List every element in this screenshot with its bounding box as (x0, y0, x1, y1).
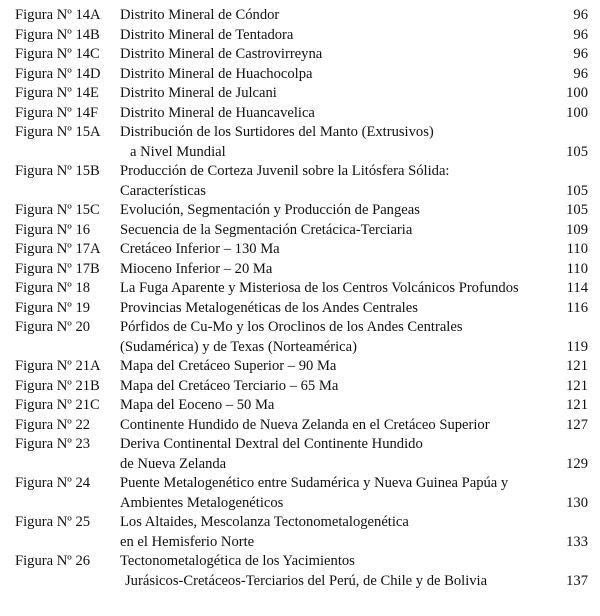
figure-title-continuation: en el Hemisferio Norte (120, 533, 255, 550)
figure-title-continuation: (Sudamérica) y de Texas (Norteamérica) (120, 338, 357, 355)
figure-title: Producción de Corteza Juvenil sobre la Litósfera Sólida: (120, 163, 450, 179)
figure-label: Figura Nº 23 (15, 436, 91, 452)
toc-entry (0, 84, 600, 104)
toc-entry (0, 162, 600, 201)
figure-label: Figura Nº 25 (15, 514, 91, 530)
figure-title: La Fuga Aparente y Misteriosa de los Centros Volcánicos Profundos (120, 280, 519, 296)
figure-title: Tectonometalogética de los Yacimientos (120, 553, 355, 569)
toc-entry (0, 123, 600, 162)
page-number: 96 (573, 65, 588, 82)
figure-label: Figura Nº 14A (15, 7, 101, 23)
toc-entry (0, 279, 600, 299)
figure-label: Figura Nº 19 (15, 299, 91, 316)
page-number: 114 (566, 280, 588, 296)
page-number: 105 (566, 182, 588, 199)
figure-title: Mapa del Cretáceo Terciario – 65 Ma (120, 377, 339, 394)
page-number: 110 (566, 260, 588, 277)
figure-title: Distrito Mineral de Julcani (120, 85, 277, 101)
toc-entry (0, 104, 600, 124)
figure-label: Figura Nº 16 (15, 221, 91, 238)
toc-entry (0, 65, 600, 85)
figure-label: Figura Nº 15B (15, 163, 100, 179)
page-number: 130 (566, 494, 588, 511)
page-number: 96 (573, 46, 588, 62)
figure-label: Figura Nº 14B (15, 26, 100, 43)
figure-label: Figura Nº 14D (15, 65, 101, 82)
page-number: 119 (566, 338, 588, 355)
toc-entry (0, 45, 600, 65)
figure-title: Distrito Mineral de Tentadora (120, 26, 294, 43)
figure-title-continuation: Características (120, 182, 206, 199)
figure-title: Continente Hundido de Nueva Zelanda en el Cretáceo Superior (120, 416, 490, 433)
figure-title: Distrito Mineral de Castrovirreyna (120, 46, 323, 62)
page-number: 127 (566, 416, 588, 433)
figure-title: Deriva Continental Dextral del Continente Hundido (120, 436, 423, 452)
figure-label: Figura Nº 21A (15, 358, 101, 374)
figure-label: Figura Nº 24 (15, 475, 91, 491)
page-number: 96 (573, 7, 588, 23)
toc-entry (0, 474, 600, 513)
figure-label: Figura Nº 20 (15, 319, 91, 335)
figure-title: Mapa del Eoceno – 50 Ma (120, 397, 275, 413)
page-number: 96 (573, 26, 588, 43)
toc-entry (0, 435, 600, 474)
figure-title: Mioceno Inferior – 20 Ma (120, 260, 273, 277)
figure-title-continuation: a Nivel Mundial (130, 143, 226, 160)
figure-title: Distrito Mineral de Huachocolpa (120, 65, 313, 82)
figure-label: Figura Nº 21B (15, 377, 100, 394)
toc-entry (0, 396, 600, 416)
page-number: 133 (566, 533, 588, 550)
toc-entry (0, 299, 600, 319)
figure-title: Distrito Mineral de Cóndor (120, 7, 280, 23)
page-number: 137 (566, 572, 588, 589)
page-number: 121 (566, 377, 588, 394)
figure-title: Los Altaides, Mescolanza Tectonometalogenética (120, 514, 409, 530)
figure-label: Figura Nº 15A (15, 124, 101, 140)
figure-label: Figura Nº 17A (15, 241, 101, 257)
figure-title: Puente Metalogenético entre Sudamérica y Nueva Guinea Papúa y (120, 475, 509, 491)
figure-label: Figura Nº 14E (15, 85, 99, 101)
figure-title: Provincias Metalogenéticas de los Andes Centrales (120, 299, 418, 316)
figure-title: Evolución, Segmentación y Producción de Pangeas (120, 202, 420, 218)
page-number: 105 (566, 202, 588, 218)
figure-label: Figura Nº 26 (15, 553, 91, 569)
page-number: 105 (566, 143, 588, 160)
figure-title: Distrito Mineral de Huancavelica (120, 104, 315, 121)
figure-label: Figura Nº 14C (15, 46, 100, 62)
figure-title-continuation: Ambientes Metalogenéticos (120, 494, 284, 511)
toc-entry (0, 26, 600, 46)
toc-entry (0, 552, 600, 591)
figure-title: Distribución de los Surtidores del Manto (Extrusivos) (120, 124, 434, 140)
figure-label: Figura Nº 17B (15, 260, 100, 277)
toc-entry (0, 318, 600, 357)
toc-entry (0, 201, 600, 221)
figure-title: Pórfidos de Cu-Mo y los Oroclinos de los Andes Centrales (120, 319, 463, 335)
toc-entry (0, 377, 600, 397)
toc-entry (0, 357, 600, 377)
page-number: 100 (566, 104, 588, 121)
page-number: 110 (566, 241, 588, 257)
figure-title-continuation: Jurásicos-Cretáceos-Terciarios del Perú, de Chile y de Bolivia (125, 572, 488, 589)
page-number: 121 (566, 397, 588, 413)
toc-entry (0, 240, 600, 260)
toc-entry (0, 416, 600, 436)
toc-entry (0, 6, 600, 26)
figure-title: Cretáceo Inferior – 130 Ma (120, 241, 280, 257)
figure-label: Figura Nº 22 (15, 416, 91, 433)
toc-entry (0, 221, 600, 241)
figure-title: Secuencia de la Segmentación Cretácica-Terciaria (120, 221, 413, 238)
toc-entry (0, 260, 600, 280)
figure-title: Mapa del Cretáceo Superior – 90 Ma (120, 358, 337, 374)
figure-label: Figura Nº 14F (15, 104, 99, 121)
page-number: 109 (566, 221, 588, 238)
figure-label: Figura Nº 21C (15, 397, 100, 413)
page-number: 100 (566, 85, 588, 101)
figure-label: Figura Nº 15C (15, 202, 100, 218)
figure-title-continuation: de Nueva Zelanda (120, 455, 227, 472)
figure-label: Figura Nº 18 (15, 280, 91, 296)
page-number: 121 (566, 358, 588, 374)
page-number: 116 (566, 299, 588, 316)
toc-entry (0, 513, 600, 552)
page-number: 129 (566, 455, 588, 472)
